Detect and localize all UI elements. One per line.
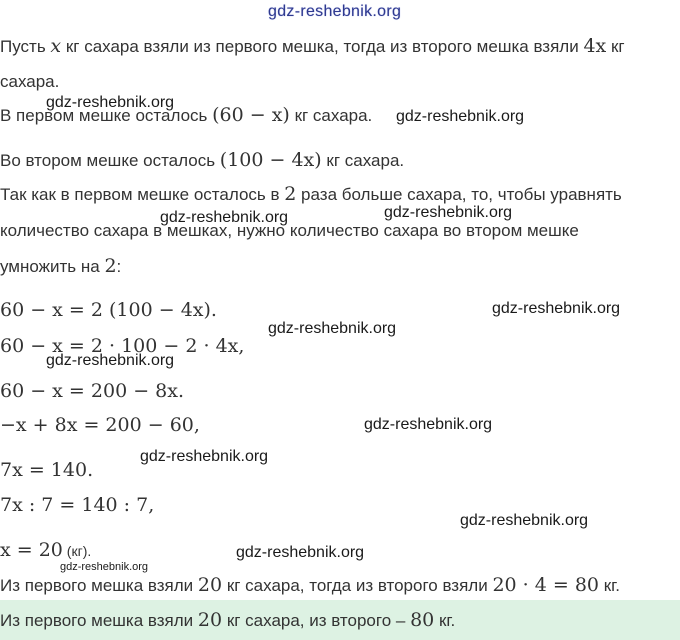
- result-line: x = 20 (кг).: [0, 539, 92, 561]
- watermark: gdz-reshebnik.org: [396, 108, 525, 125]
- equation-1: 60 − x = 2 (100 − 4x).: [0, 299, 217, 321]
- text-line-6: количество сахара в мешках, нужно количество сахара во втором мешке: [0, 221, 579, 240]
- watermark: gdz-reshebnik.org: [160, 209, 289, 226]
- text-line-7: умножить на 2:: [0, 255, 122, 277]
- equation-4: −x + 8x = 200 − 60,: [0, 414, 200, 436]
- text-line-5: Так как в первом мешке осталось в 2 раза больше сахара, то, чтобы уравнять: [0, 183, 622, 205]
- watermark: gdz-reshebnik.org: [460, 512, 589, 529]
- watermark: gdz-reshebnik.org: [492, 300, 621, 317]
- watermark: gdz-reshebnik.org: [384, 204, 513, 221]
- watermark: gdz-reshebnik.org: [236, 544, 365, 561]
- watermark: gdz-reshebnik.org: [46, 352, 175, 369]
- watermark: gdz-reshebnik.org: [364, 416, 493, 433]
- equation-3: 60 − x = 200 − 8x.: [0, 380, 184, 402]
- equation-6: 7x : 7 = 140 : 7,: [0, 494, 155, 516]
- watermark-top: gdz-reshebnik.org: [268, 3, 402, 20]
- answer-box: [0, 600, 680, 640]
- equation-2: 60 − x = 2 · 100 − 2 · 4x,: [0, 335, 245, 357]
- conclusion-line: Из первого мешка взяли 20 кг сахара, тогда из второго взяли 20 · 4 = 80 кг.: [0, 574, 621, 596]
- equation-5: 7x = 140.: [0, 459, 94, 481]
- text-line-3: В первом мешке осталось (60 − x) кг сахара.: [0, 104, 373, 126]
- watermark-small: gdz-reshebnik.org: [60, 561, 149, 573]
- text-line-1: Пусть x кг сахара взяли из первого мешка, тогда из второго мешка взяли 4x кг: [0, 35, 625, 57]
- watermark: gdz-reshebnik.org: [140, 448, 269, 465]
- answer-line: Из первого мешка взяли 20 кг сахара, из второго – 80 кг.: [0, 609, 456, 631]
- watermark: gdz-reshebnik.org: [268, 320, 397, 337]
- watermark: gdz-reshebnik.org: [46, 94, 175, 111]
- text-line-2: сахара.: [0, 72, 60, 91]
- text-line-4: Во втором мешке осталось (100 − 4x) кг сахара.: [0, 149, 405, 171]
